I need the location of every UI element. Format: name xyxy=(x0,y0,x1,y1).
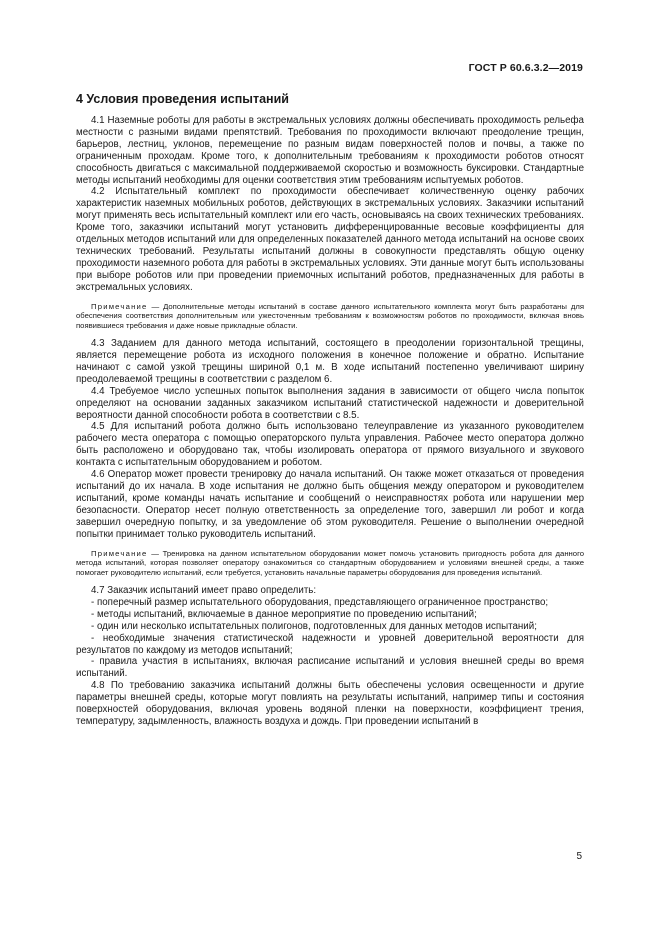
list-item: - один или несколько испытательных полигонов, подготовленных для данных методов испытаний; xyxy=(91,620,537,632)
note-1-text: — Дополнительные методы испытаний в составе данного испытательного комплекта могут быть разработаны для обеспечения соответствия дополнительным или ужесточенным требованиям к возможностям роботов по проходимости, включая вновь появившиеся требования и даже новые прикладные области. xyxy=(76,301,584,330)
page-content xyxy=(76,92,584,728)
list-item: - правила участия в испытаниях, включая расписание испытаний и условия внешней среды во время испытаний. xyxy=(76,656,584,680)
paragraph-4-8: 4.8 По требованию заказчика испытаний должны быть обеспечены условия освещенности и другие параметры внешней среды, которые могут повлиять на результаты испытаний, например типы и состояния поверхностей оборудования, включая уровень водяной пленки на поверхности, коэффициент трения, температуру, задымленность, влажность воздуха и дождь. При проведении испытаний в xyxy=(76,680,584,727)
note-2-text: — Тренировка на данном испытательном оборудовании может помочь установить пригодность робота для данного метода испытаний, которая позволяет оператору ознакомиться со стандартным оборудованием и условиями внешней среды, а также помогает руководителю испытаний, если требуется, установить начальные параметры оборудования для проведения испытаний. xyxy=(76,548,584,577)
page-number: 5 xyxy=(576,851,582,862)
note-1 xyxy=(76,302,584,331)
paragraph-4-6: 4.6 Оператор может провести тренировку до начала испытаний. Он также может отказаться от проведения испытаний до их начала. В ходе испытания не должно быть общения между оператором и руководителем испытаний, кроме команды начать испытание и сообщений о неисправностях робота или нарушении мер безопасности. Оператор несет полную ответственность за определение того, завершил ли робот и когда завершил очередную попытку, и за уведомление об этом руководителя. Решение о выполнении очередной попытки принимает только руководитель испытаний. xyxy=(76,469,584,540)
paragraph-4-2: 4.2 Испытательный комплект по проходимости обеспечивает количественную оценку рабочих характеристик наземных мобильных роботов, действующих в экстремальных условиях. Заказчики испытаний могут применять весь испытательный комплект или его часть, основываясь на своих технических требованиях. Кроме того, заказчики испытаний могут установить дифференцированные весовые коэффициенты для отдельных методов испытаний или для определенных показателей данного метода испытаний на основе своих технических требований. Результаты испытаний должны в совокупности представлять общую оценку проходимости наземного робота для работы в экстремальных условиях. Эти данные могут быть использованы при выборе роботов или при проведении приемочных испытаний роботов, предназначенных для работы в экстремальных условиях. xyxy=(76,186,584,293)
paragraph-4-5: 4.5 Для испытаний робота должно быть использовано телеуправление из указанного руководителем рабочего места оператора с помощью операторского пульта управления. Рабочее место оператора должно быть расположено и оборудовано так, чтобы изолировать оператора от прямого визуального и звукового контакта с испытательным оборудованием и роботом. xyxy=(76,421,584,469)
document-code: ГОСТ Р 60.6.3.2—2019 xyxy=(468,62,583,74)
paragraph-4-7: 4.7 Заказчик испытаний имеет право определить: xyxy=(91,585,317,596)
note-2-label: Примечание xyxy=(91,548,148,558)
list-item: - поперечный размер испытательного оборудования, представляющего ограниченное пространство; xyxy=(91,596,549,608)
paragraph-4-4: 4.4 Требуемое число успешных попыток выполнения задания в зависимости от общего числа попыток определяют на основании заданных заказчиком испытаний статистической надежности и доверительной вероятности данной способности робота в соответствии с 8.5. xyxy=(76,385,584,421)
paragraph-4-3: 4.3 Заданием для данного метода испытаний, состоящего в преодолении горизонтальной трещины, является перемещение робота из исходного положения в конечное положение и обратно. Испытание начинают с самой узкой трещины шириной 0,1 м. В ходе испытаний постепенно увеличивают ширину преодолеваемой трещины в соответствии с разделом 6. xyxy=(76,338,584,385)
list-item: - необходимые значения статистической надежности и уровней доверительной вероятности для результатов по каждому из методов испытаний; xyxy=(76,632,584,656)
list-item: - методы испытаний, включаемые в данное мероприятие по проведению испытаний; xyxy=(91,608,477,620)
note-1-label: Примечание xyxy=(91,301,148,311)
paragraph-4-1: 4.1 Наземные роботы для работы в экстремальных условиях должны обеспечивать проходимость рельефа местности с разными видами препятствий. Требования по проходимости включают преодоление трещин, барьеров, лестниц, уклонов, перемещение по разным видам поверхностей полов и почвы, а также по ограниченным проходам. Кроме того, к дополнительным требованиям к проходимости роботов относят способность двигаться с максимальной поддерживаемой скоростью и возможность буксировки. Стандартные методы испытаний необходимы для оценки соответствия этим требованиям испытуемых роботов. xyxy=(76,115,584,186)
section-title: 4 Условия проведения испытаний xyxy=(76,92,289,106)
note-2 xyxy=(76,549,584,578)
